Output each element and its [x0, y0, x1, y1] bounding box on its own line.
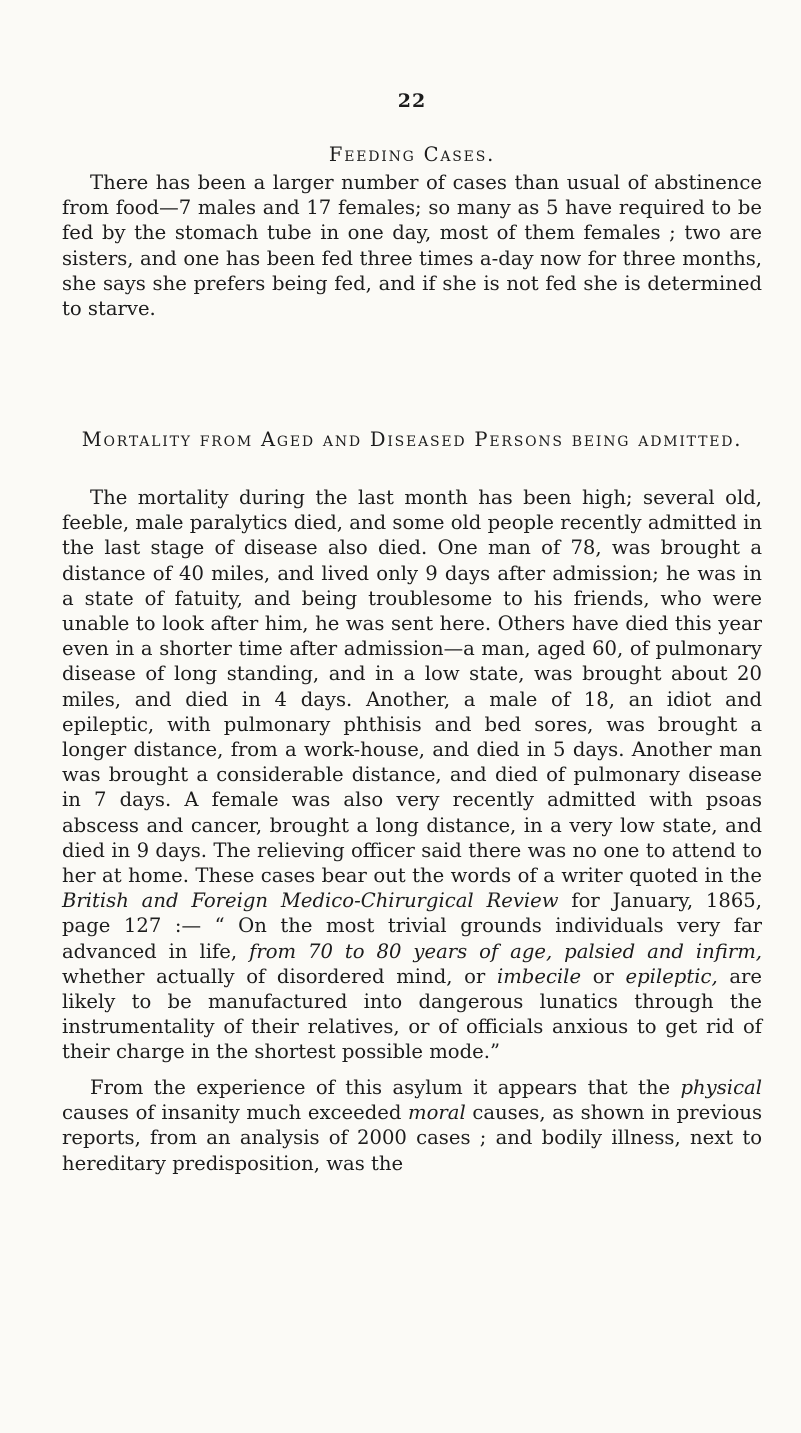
- causes-text-part3: causes, as shown in previous reports, from an analysis of 2000 cases ; and bodily illness, next to hereditary predisposition, was the: [62, 1101, 762, 1175]
- mortality-text-part4: or: [581, 964, 626, 988]
- quote-italic-age: from 70 to 80 years of age, palsied and infirm,: [249, 939, 763, 963]
- quote-italic-imbecile: imbecile: [496, 964, 582, 988]
- mortality-text-part1: The mortality during the last month has been high; several old, feeble, male paralytics died, and some old people recently admitted in the last stage of disease also died. One man of 78, was brought a distance of 40 miles, and lived only 9 days after admission; he was in a state of fatuity, and being troublesome to his friends, who were unable to look after him, he was sent here. Others have died this year even in a shorter time after admission—a man, aged 60, of pulmonary disease of long standing, and in a low state, was brought about 20 miles, and died in 4 days. Another, a male of 18, an idiot and epileptic, with pulmonary phthisis and bed sores, was brought a longer distance, from a work-house, and died in 5 days. Another man was brought a considerable distance, and died of pulmonary disease in 7 days. A female was also very recently admitted with psoas abscess and cancer, brought a long distance, in a very low state, and died in 9 days. The relieving officer said there was no one to attend to her at home. These cases bear out the words of a writer quoted in the: [62, 486, 762, 888]
- paragraph-feeding-cases: There has been a larger number of cases than usual of abstinence from food—7 males and 17 females; so many as 5 have required to be fed by the stomach tube in one day, most of them females ; two are sisters, and one has been fed three times a-day now for three months, she says she prefers being fed, and if she is not fed she is determined to starve.: [62, 171, 762, 321]
- causes-text-part1: From the experience of this asylum it appears that the: [90, 1076, 681, 1099]
- paragraph-mortality: [62, 485, 762, 1065]
- section-heading-mortality: Mortality from Aged and Diseased Persons being admitted.: [81, 428, 743, 451]
- section-heading-feeding-cases: Feeding Cases.: [328, 143, 496, 166]
- causes-text-part2: causes of insanity much exceeded: [62, 1101, 409, 1125]
- causes-italic-moral: moral: [408, 1101, 466, 1125]
- mortality-text-part2: for January, 1865, page 127 :— “ On the most trivial grounds individuals very far advanced in life,: [62, 889, 762, 963]
- causes-italic-physical: physical: [680, 1076, 762, 1099]
- paragraph-causes: [62, 1075, 762, 1176]
- mortality-text-part3: whether actually of disordered mind, or: [62, 964, 497, 988]
- quote-italic-epileptic: epileptic,: [625, 964, 718, 988]
- page-number: 22: [397, 90, 427, 112]
- journal-title: British and Foreign Medico-Chirurgical Review: [62, 889, 559, 913]
- mortality-text-part5: are likely to be manufactured into dangerous lunatics through the instrumentality of their relatives, or of officials anxious to get rid of their charge in the shortest possible mode.”: [62, 964, 762, 1064]
